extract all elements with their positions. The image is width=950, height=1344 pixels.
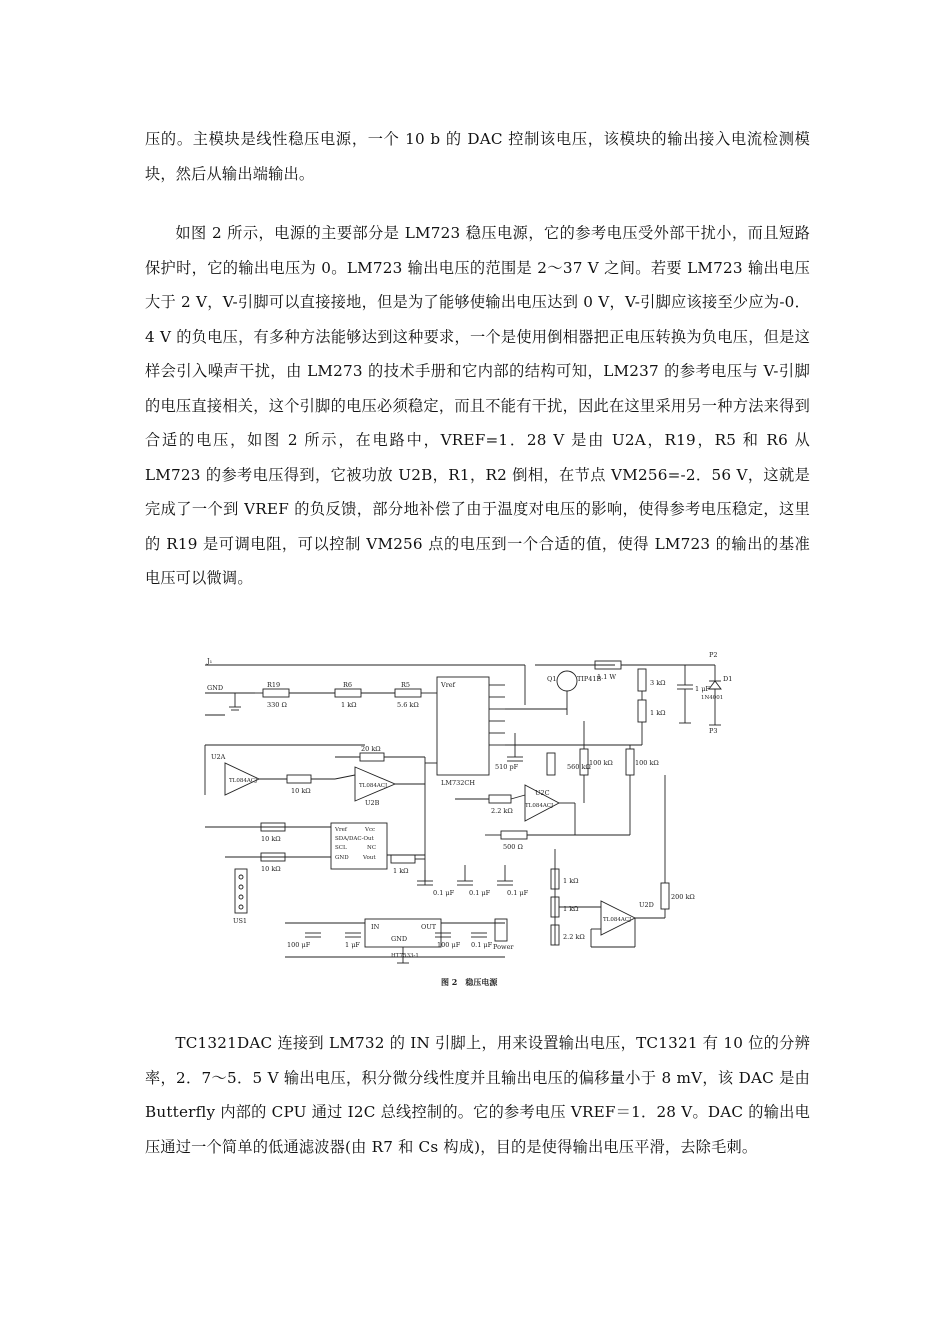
us1-label: US1 [233, 917, 248, 925]
c01b-value: 0.1 μF [469, 889, 491, 897]
r5-label: R5 [401, 681, 411, 689]
figure-caption: 图 2 稳压电源 [441, 977, 498, 987]
r10k-b-value: 10 kΩ [261, 865, 281, 873]
r19-value: 330 Ω [267, 701, 287, 709]
dac-sda-pin: SDA/DAC-Out [335, 836, 374, 842]
reg-in-pin: IN [371, 923, 380, 931]
dac-vcc-pin: Vcc [365, 827, 376, 833]
p2-label: P2 [709, 651, 718, 659]
p3-label: P3 [709, 727, 718, 735]
cap510-label: 510 pF [495, 763, 519, 771]
ra-value: 3 kΩ [650, 679, 666, 687]
r6-label: R6 [343, 681, 353, 689]
u2c-chip: TL084ACJ [525, 803, 554, 809]
r100b-value: 100 kΩ [635, 759, 659, 767]
r6-value: 1 kΩ [341, 701, 357, 709]
u2a-chip: TL084ACJ [229, 778, 258, 784]
r1ka-value: 1 kΩ [563, 877, 579, 885]
paragraph-2: 如图 2 所示，电源的主要部分是 LM723 稳压电源，它的参考电压受外部干扰小，而且短路保护时，它的输出电压为 0。LM723 输出电压的范围是 2～37 V 之间。若要 LM723 输出电压大于 2 V，V-引脚可以直接接地，但是为了能够使输出电压达到 0 V，V-引脚应该接至少应为-0．4 V 的负电压，有多种方法能够达到这种要求，一个是使用倒相器把正电压转换为负电压，但是这样会引入噪声干扰，由 LM273 的技术手册和它内部的结构可知，LM237 的参考电压与 V-引脚的电压直接相关，这个引脚的电压必须稳定，而且不能有干扰，因此在这里采用另一种方法来得到合适的电压，如图 2 所示，在电路中，VREF=1．28 V 是由 U2A，R19，R5 和 R6 从 LM723 的参考电压得到，它被功放 U2B，R1，R2 倒相，在节点 VM256=-2．56 V，这就是完成了一个到 VREF 的负反馈，部分地补偿了由于温度对电压的影响，使得参考电压稳定，这里的 R19 是可调电阻，可以控制 VM256 点的电压到一个合适的值，使得 LM723 的输出的基准电压可以微调。 [145, 224, 810, 587]
c-value: 1 μF [695, 685, 710, 693]
reg-gnd-pin: GND [391, 935, 408, 943]
r5-value: 5.6 kΩ [397, 701, 419, 709]
u2b-label: U2B [365, 799, 380, 807]
r2-value: 10 kΩ [291, 787, 311, 795]
dac-vref-pin: Vref [335, 827, 347, 833]
r1-value: 20 kΩ [361, 745, 381, 753]
r10k-a-value: 10 kΩ [261, 835, 281, 843]
c01d-value: 0.1 μF [471, 941, 493, 949]
u2b-chip: TL084ACJ [359, 783, 388, 789]
r500-value: 500 Ω [503, 843, 523, 851]
c100b-value: 100 μF [437, 941, 461, 949]
r200-value: 200 kΩ [671, 893, 695, 901]
c01c-value: 0.1 μF [507, 889, 529, 897]
c100a-value: 100 μF [287, 941, 311, 949]
circuit-figure [195, 645, 733, 995]
reg-part: HT7533-1 [391, 953, 419, 959]
dac-nc-pin: NC [367, 845, 377, 851]
dac-vout-pin: Vout [363, 855, 376, 861]
reg-out-pin: OUT [421, 923, 437, 931]
d1-label: D1 [723, 675, 733, 683]
r22k-value: 2.2 kΩ [491, 807, 513, 815]
lm-chip-label: LM732CH [441, 779, 476, 787]
lm-vref-label: Vref [441, 681, 456, 689]
dac-gnd-pin: GND [335, 855, 349, 861]
dac-scl-pin: SCL [335, 845, 347, 851]
d1-part: 1N4001 [701, 695, 724, 701]
power-label: Power [493, 943, 514, 951]
c1u-value: 1 μF [345, 941, 360, 949]
r1kb-value: 1 kΩ [563, 905, 579, 913]
u2d-chip: TL084ACJ [603, 917, 632, 923]
q1-part: TIP41B [577, 675, 602, 683]
u2c-label: U2C [535, 789, 550, 797]
svg-text:J₁: J₁ [207, 657, 213, 665]
r100a-value: 100 kΩ [589, 759, 613, 767]
q1-label: Q1 [547, 675, 557, 683]
c01a-value: 0.1 μF [433, 889, 455, 897]
r560-value: 560 kΩ [567, 763, 591, 771]
gnd-label: GND [207, 684, 224, 692]
r1k-value: 1 kΩ [393, 867, 409, 875]
circuit-diagram [195, 645, 733, 995]
paragraph-3: TC1321DAC 连接到 LM732 的 IN 引脚上，用来设置输出电压，TC1321 有 10 位的分辨率，2．7～5．5 V 输出电压，积分微分线性度并且输出电压的偏移量小于 8 mV，该 DAC 是由 Butterfly 内部的 CPU 通过 I2C 总线控制的。它的参考电压 VREF＝1．28 V。DAC 的输出电压通过一个简单的低通滤波器(由 R7 和 Cs 构成)，目的是使得输出电压平滑，去除毛刺。 [145, 1034, 810, 1156]
u2a-label: U2A [211, 753, 226, 761]
u2d-label: U2D [639, 901, 654, 909]
r19-label: R19 [267, 681, 281, 689]
r16-value: 1.1 W [597, 673, 617, 681]
paragraph-1: 压的。主模块是线性稳压电源，一个 10 b 的 DAC 控制该电压，该模块的输出接入电流检测模块，然后从输出端输出。 [145, 130, 810, 183]
rb-value: 1 kΩ [650, 709, 666, 717]
r22kb-value: 2.2 kΩ [563, 933, 585, 941]
